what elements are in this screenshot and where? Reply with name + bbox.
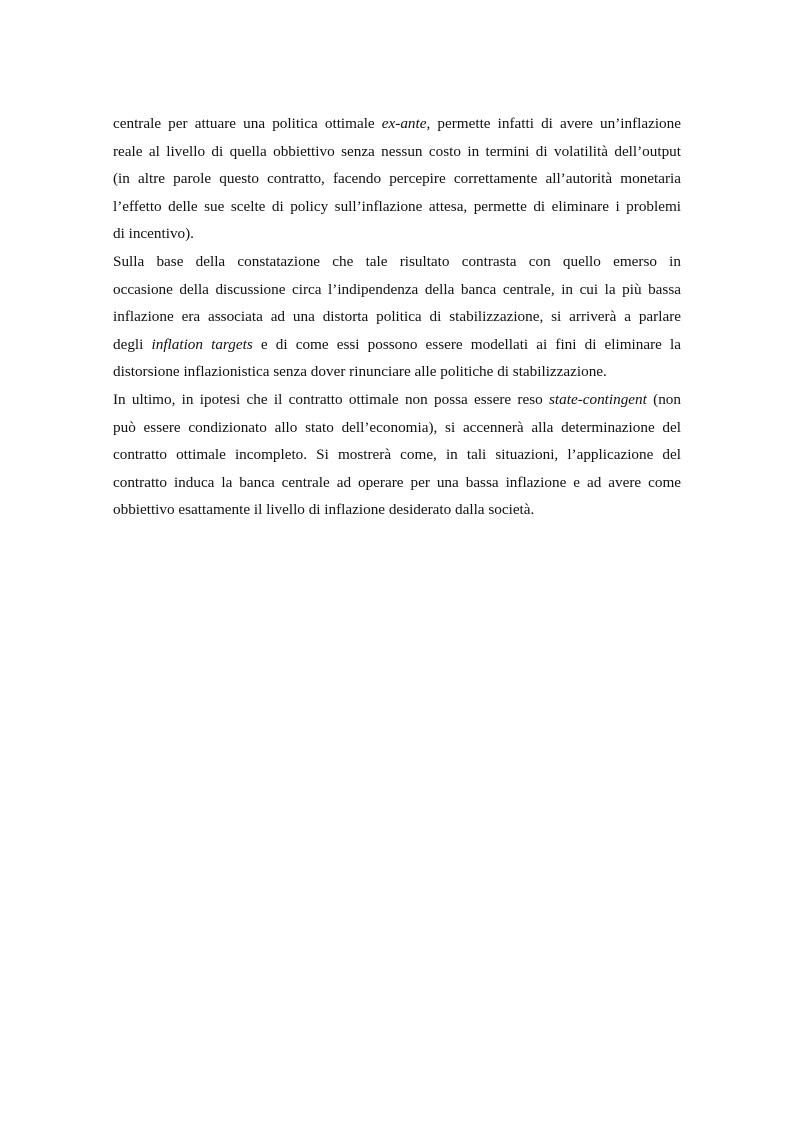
italic-term-state-contingent: state-contingent [549,390,647,408]
text-line: può essere condizionato allo stato dell’economia), si accennerà alla determinazione del [113,418,681,436]
text-line: (in altre parole questo contratto, facendo percepire correttamente all’autorità monetaria [113,170,681,188]
text-line: reale al livello di quella obbiettivo senza nessun costo in termini di volatilità dell’output [113,142,681,160]
paragraph-3 [113,386,681,524]
italic-term-ex-ante: ex-ante [381,115,427,132]
paragraph-1 [113,110,681,248]
text-line: l’effetto delle sue scelte di policy sull’inflazione attesa, permette di eliminare i problemi [113,197,681,215]
text-line: occasione della discussione circa l’indipendenza della banca centrale, in cui la più bassa [113,280,681,298]
text-line: inflazione era associata ad una distorta politica di stabilizzazione, si arriverà a parlare [113,308,681,326]
text-line: di incentivo). [113,225,194,243]
text-line: contratto induca la banca centrale ad operare per una bassa inflazione e ad avere come [113,473,681,491]
text-line: contratto ottimale incompleto. Si mostrerà come, in tali situazioni, l’applicazione del [113,446,681,464]
text-line: In ultimo, in ipotesi che il contratto ottimale non possa essere reso state-contingent (non [113,390,681,408]
paragraph-2 [113,248,681,386]
text-line: centrale per attuare una politica ottimale ex-ante, permette infatti di avere un’inflazione [113,115,681,132]
italic-term-inflation-targets: inflation targets [151,335,253,353]
text-line: obbiettivo esattamente il livello di inflazione desiderato dalla società. [113,501,535,519]
text-line: Sulla base della constatazione che tale risultato contrasta con quello emerso in [113,252,681,270]
body-text [113,110,681,524]
text-line: distorsione inflazionistica senza dover rinunciare alle politiche di stabilizzazione. [113,363,607,381]
text-line: degli inflation targets e di come essi possono essere modellati ai fini di eliminare la [113,335,681,353]
